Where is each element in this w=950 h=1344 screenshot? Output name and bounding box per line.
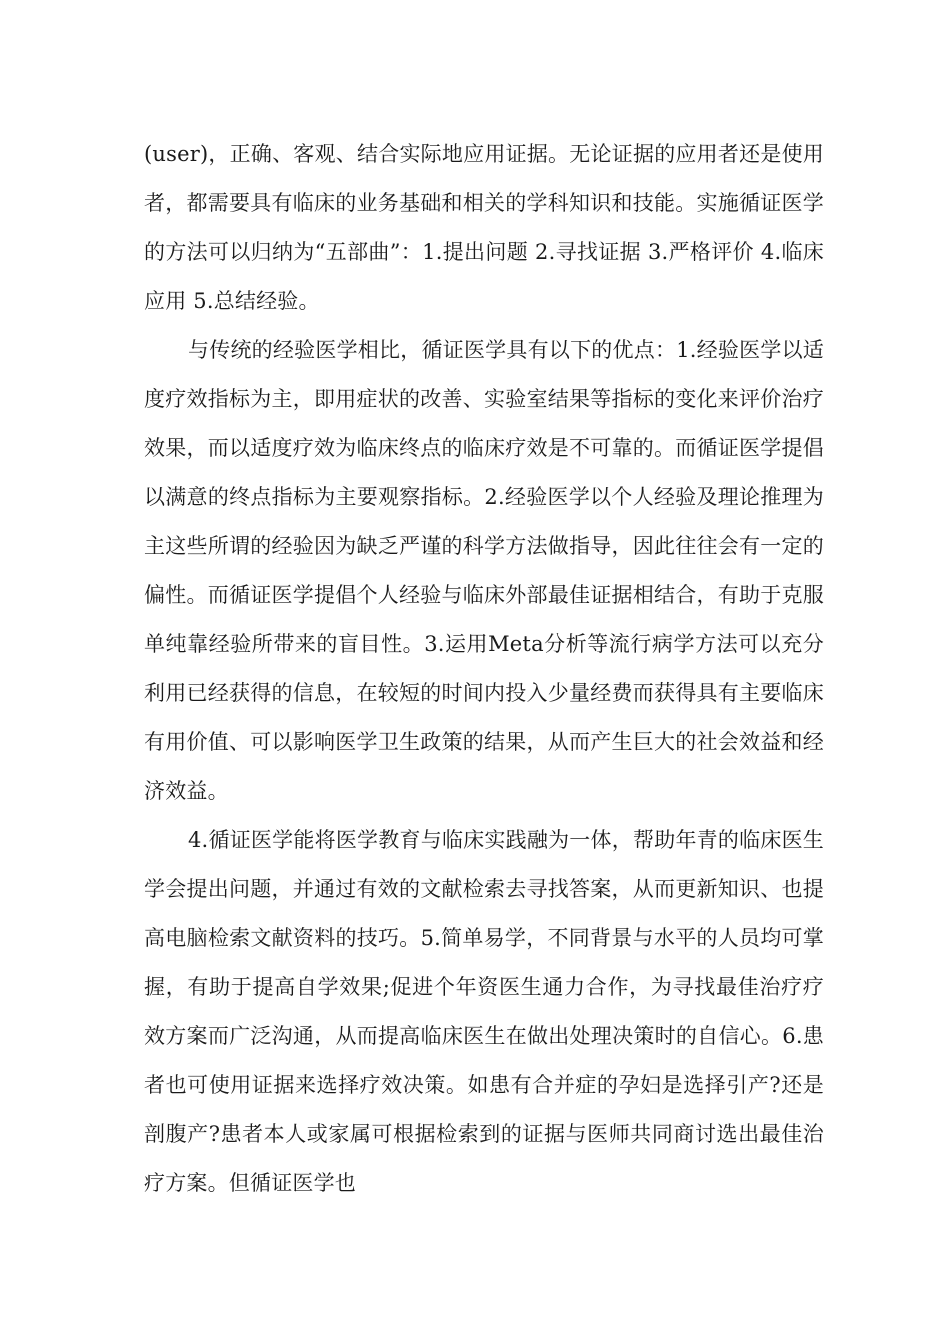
paragraph-3: 4.循证医学能将医学教育与临床实践融为一体，帮助年青的临床医生学会提出问题，并通过有效的文献检索去寻找答案，从而更新知识、也提高电脑检索文献资料的技巧。5.简单易学，不同背景与水平的人员均可掌握，有助于提高自学效果;促进个年资医生通力合作，为寻找最佳治疗疗效方案而广泛沟通，从而提高临床医生在做出处理决策时的自信心。6.患者也可使用证据来选择疗效决策。如患有合并症的孕妇是选择引产?还是剖腹产?患者本人或家属可根据检索到的证据与医师共同商讨选出最佳治疗方案。但循证医学也 [144, 828, 824, 1195]
paragraph-1: (user)，正确、客观、结合实际地应用证据。无论证据的应用者还是使用者，都需要具有临床的业务基础和相关的学科知识和技能。实施循证医学的方法可以归纳为“五部曲”：1.提出问题 2.寻找证据 3.严格评价 4.临床应用 5.总结经验。 [144, 142, 824, 313]
body-text [144, 130, 824, 1208]
paragraph-2: 与传统的经验医学相比，循证医学具有以下的优点：1.经验医学以适度疗效指标为主，即用症状的改善、实验室结果等指标的变化来评价治疗效果，而以适度疗效为临床终点的临床疗效是不可靠的。而循证医学提倡以满意的终点指标为主要观察指标。2.经验医学以个人经验及理论推理为主这些所谓的经验因为缺乏严谨的科学方法做指导，因此往往会有一定的偏性。而循证医学提倡个人经验与临床外部最佳证据相结合，有助于克服单纯靠经验所带来的盲目性。3.运用Meta分析等流行病学方法可以充分利用已经获得的信息，在较短的时间内投入少量经费而获得具有主要临床有用价值、可以影响医学卫生政策的结果，从而产生巨大的社会效益和经济效益。 [144, 338, 824, 803]
